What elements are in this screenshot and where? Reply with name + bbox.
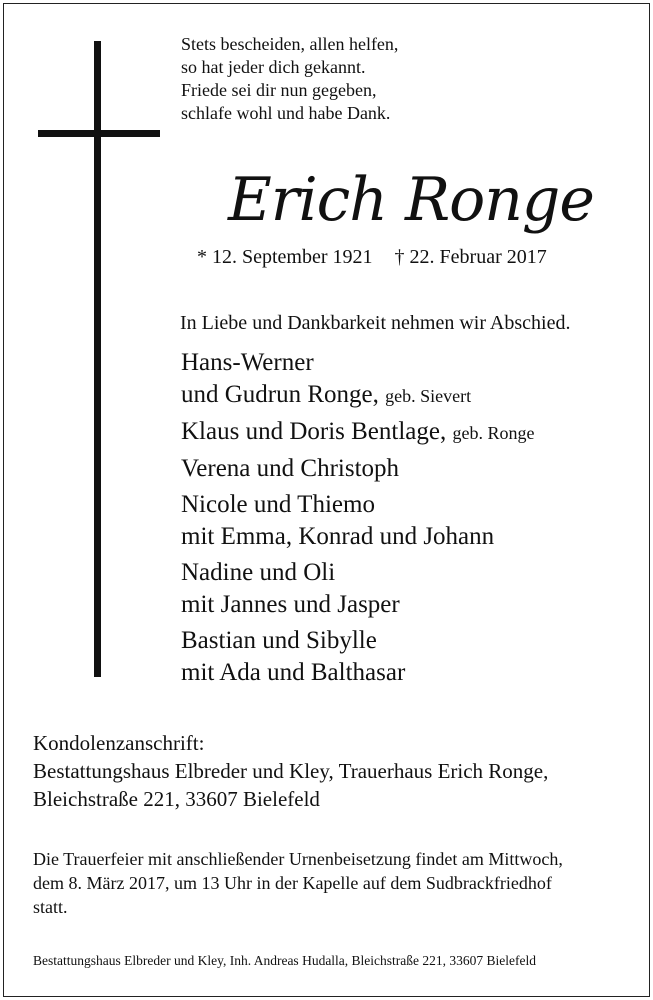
ceremony-line: Die Trauerfeier mit anschließender Urnenbeisetzung findet am Mittwoch, xyxy=(33,849,563,869)
mourner-line xyxy=(181,379,534,412)
poem xyxy=(181,33,398,125)
mourner-group xyxy=(181,453,534,485)
mourner-line xyxy=(181,416,534,449)
mourner-line: Bastian und Sibylle xyxy=(181,627,377,654)
mourner-line: Nadine und Oli xyxy=(181,559,336,586)
ceremony-line: dem 8. März 2017, um 13 Uhr in der Kapelle auf dem Sudbrackfriedhof xyxy=(33,873,552,893)
mourner-group xyxy=(181,416,534,449)
ceremony-line: statt. xyxy=(33,897,68,917)
mourner-line: mit Jannes und Jasper xyxy=(181,591,400,618)
mourner-line: Hans-Werner xyxy=(181,349,314,376)
mourner-line: mit Emma, Konrad und Johann xyxy=(181,523,495,550)
mourner-group xyxy=(181,489,534,553)
mourner-line: mit Ada und Balthasar xyxy=(181,659,406,686)
mourner-group xyxy=(181,625,534,689)
condolence-line: Bestattungshaus Elbreder und Kley, Trauerhaus Erich Ronge, xyxy=(33,759,549,783)
mourner-line: Verena und Christoph xyxy=(181,455,400,482)
funeral-home-footer: Bestattungshaus Elbreder und Kley, Inh. Andreas Hudalla, Bleichstraße 221, 33607 Bielefeld xyxy=(33,953,537,968)
deceased-name: Erich Ronge xyxy=(228,165,594,235)
life-dates xyxy=(197,246,547,269)
maiden-name-note: geb. Ronge xyxy=(452,423,535,443)
cross-horizontal-bar xyxy=(38,130,160,137)
poem-line: Stets bescheiden, allen helfen, xyxy=(181,34,399,54)
condolence-address xyxy=(33,729,548,813)
death-date: † 22. Februar 2017 xyxy=(394,246,547,268)
poem-line: so hat jeder dich gekannt. xyxy=(181,57,366,77)
condolence-line: Bleichstraße 221, 33607 Bielefeld xyxy=(33,787,320,811)
birth-date: * 12. September 1921 xyxy=(197,246,373,268)
mourner-group xyxy=(181,347,534,412)
mourner-name: und Gudrun Ronge, xyxy=(181,381,379,408)
ceremony-info xyxy=(33,847,563,919)
maiden-name-note: geb. Sievert xyxy=(385,386,472,406)
poem-line: Friede sei dir nun gegeben, xyxy=(181,80,377,100)
farewell-text: In Liebe und Dankbarkeit nehmen wir Abschied. xyxy=(180,312,571,334)
mourner-group xyxy=(181,557,534,621)
mourner-line: Nicole und Thiemo xyxy=(181,491,375,518)
condolence-label: Kondolenzanschrift: xyxy=(33,731,205,755)
mourners-list xyxy=(181,347,534,693)
mourner-name: Klaus und Doris Bentlage, xyxy=(181,418,447,445)
poem-line: schlafe wohl und habe Dank. xyxy=(181,103,391,123)
